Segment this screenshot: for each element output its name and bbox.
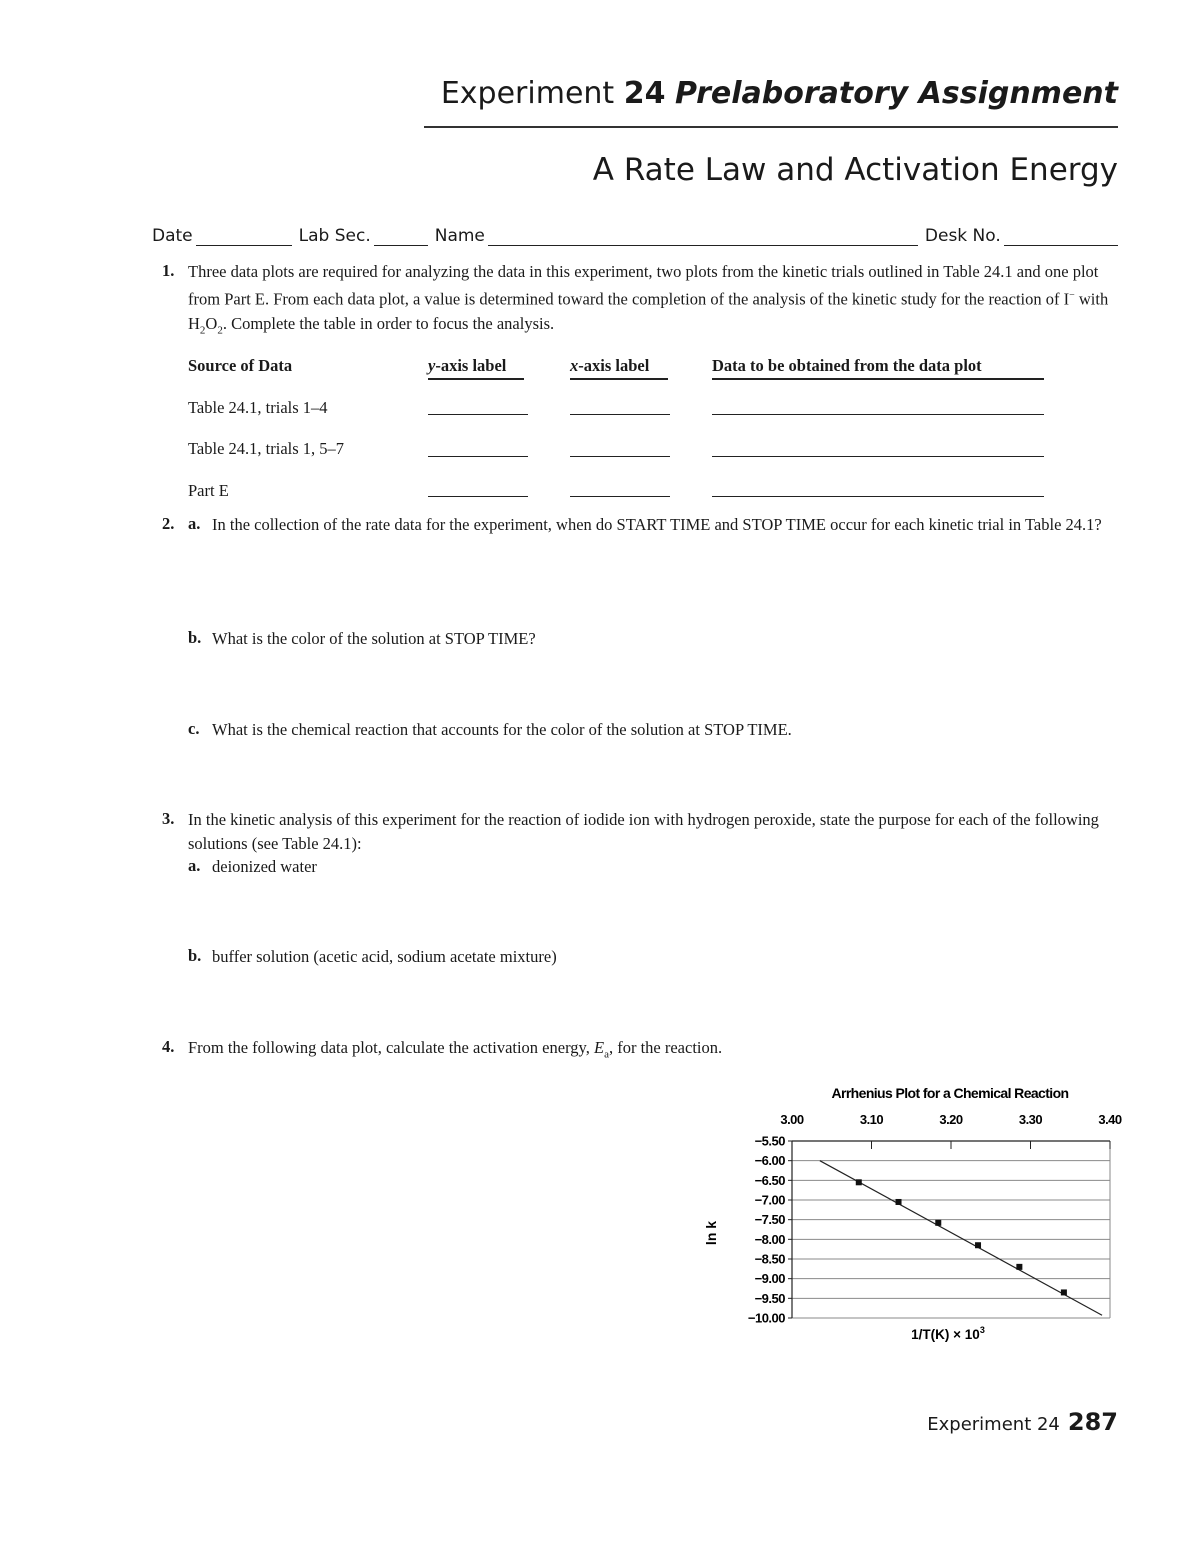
name-label: Name (434, 226, 485, 246)
x-tick-label: 3.30 (1018, 1112, 1043, 1127)
student-info-row (152, 226, 1118, 246)
table-header-source: Source of Data (188, 356, 293, 375)
data-point (1016, 1264, 1022, 1270)
q4-text: From the following data plot, calculate the activation energy, $E_a$, for the reaction. (188, 1038, 723, 1061)
y-tick-label: −7.00 (754, 1192, 785, 1208)
q2-number: 2. (162, 514, 175, 533)
x-tick-label: 3.20 (939, 1112, 963, 1127)
name-field[interactable] (488, 231, 918, 246)
row2-x-blank[interactable] (570, 456, 670, 457)
y-axis-ticks (748, 1134, 792, 1326)
q2a-label: a. (188, 514, 201, 533)
experiment-number: 24 (623, 76, 666, 111)
row2-data-blank[interactable] (712, 456, 1044, 457)
q3b-label: b. (188, 946, 202, 965)
experiment-word: Experiment (440, 76, 615, 111)
date-field[interactable] (196, 231, 292, 246)
q2c-text: What is the chemical reaction that accounts for the color of the solution at STOP TIME. (212, 720, 792, 739)
q3-text: In the kinetic analysis of this experiment for the reaction of iodide ion with hydrogen peroxide, state the purpose for each of the following solutions (see Table 24.1): (188, 810, 1099, 853)
data-point (1061, 1289, 1067, 1295)
q2b-label: b. (188, 628, 202, 647)
page-number: 287 (1067, 1408, 1118, 1436)
q1-number: 1. (162, 261, 175, 280)
row1-data-blank[interactable] (712, 414, 1044, 415)
x-axis-ticks (780, 1112, 1122, 1149)
experiment-header (441, 76, 1118, 111)
x-axis-label: $1/T(K) \times 10^3$ (911, 1325, 985, 1342)
q1-text: Three data plots are required for analyzing the data in this experiment, two plots from the kinetic trials outlined in Table 24.1 and one plot from Part E. From each data plot, a value is determined toward the completion of the analysis of the kinetic study for the reaction of I− with $H_2O_2$. Complete the table in order to focus the analysis. (188, 262, 1109, 336)
table-header-y-axis: y-axis label (428, 356, 524, 380)
q3b-text: buffer solution (acetic acid, sodium acetate mixture) (212, 947, 557, 966)
y-tick-label: −9.00 (754, 1271, 785, 1287)
lab-sec-label: Lab Sec. (298, 226, 371, 246)
y-tick-label: −6.50 (754, 1172, 785, 1188)
y-tick-label: −9.50 (754, 1290, 785, 1306)
y-tick-label: −10.00 (747, 1310, 785, 1326)
header-rule (424, 126, 1118, 128)
row2-y-blank[interactable] (428, 456, 528, 457)
q3a-text: deionized water (212, 857, 317, 876)
data-point (975, 1242, 981, 1248)
chart-title: Arrhenius Plot for a Chemical Reaction (831, 1085, 1069, 1101)
data-point (856, 1179, 862, 1185)
x-tick-label: 3.10 (859, 1112, 884, 1127)
table-row-source: Table 24.1, trials 1, 5–7 (188, 439, 345, 458)
fit-line (820, 1161, 1102, 1316)
row3-y-blank[interactable] (428, 496, 528, 497)
lab-sec-field[interactable] (374, 231, 428, 246)
q2a-text: In the collection of the rate data for the experiment, when do START TIME and STOP TIME occur for each kinetic trial in Table 24.1? (212, 515, 1102, 534)
ea-symbol: E (593, 1038, 605, 1057)
row3-x-blank[interactable] (570, 496, 670, 497)
date-label: Date (152, 226, 193, 246)
y-tick-label: −6.00 (754, 1153, 785, 1169)
page-footer (927, 1408, 1118, 1436)
assignment-label: Prelaboratory Assignment (675, 76, 1118, 111)
row3-data-blank[interactable] (712, 496, 1044, 497)
footer-label: Experiment 24 (927, 1414, 1060, 1435)
x-tick-label: 3.00 (780, 1112, 804, 1127)
iodide-charge: − (1069, 290, 1075, 301)
desk-no-field[interactable] (1004, 231, 1118, 246)
table-header-x-axis: x-axis label (570, 356, 668, 380)
y-tick-label: −8.50 (754, 1251, 785, 1267)
y-tick-label: −5.50 (754, 1133, 785, 1149)
row1-x-blank[interactable] (570, 414, 670, 415)
row1-y-blank[interactable] (428, 414, 528, 415)
y-axis-label: ln k (703, 1220, 719, 1246)
q3-number: 3. (162, 809, 175, 828)
table-header-data: Data to be obtained from the data plot (712, 356, 1044, 380)
data-point (935, 1220, 941, 1226)
desk-no-label: Desk No. (924, 226, 1001, 246)
y-tick-label: −7.50 (754, 1212, 785, 1228)
y-tick-label: −8.00 (754, 1231, 785, 1247)
page-title: A Rate Law and Activation Energy (592, 152, 1118, 188)
table-row-source: Table 24.1, trials 1–4 (188, 398, 328, 417)
q3a-label: a. (188, 856, 201, 875)
arrhenius-chart (690, 1075, 1130, 1355)
q2b-text: What is the color of the solution at STOP TIME? (212, 629, 536, 648)
x-tick-label: 3.40 (1098, 1112, 1122, 1127)
table-row-source: Part E (188, 481, 229, 500)
data-point (896, 1199, 902, 1205)
q2c-label: c. (188, 719, 200, 738)
q4-number: 4. (162, 1037, 175, 1056)
